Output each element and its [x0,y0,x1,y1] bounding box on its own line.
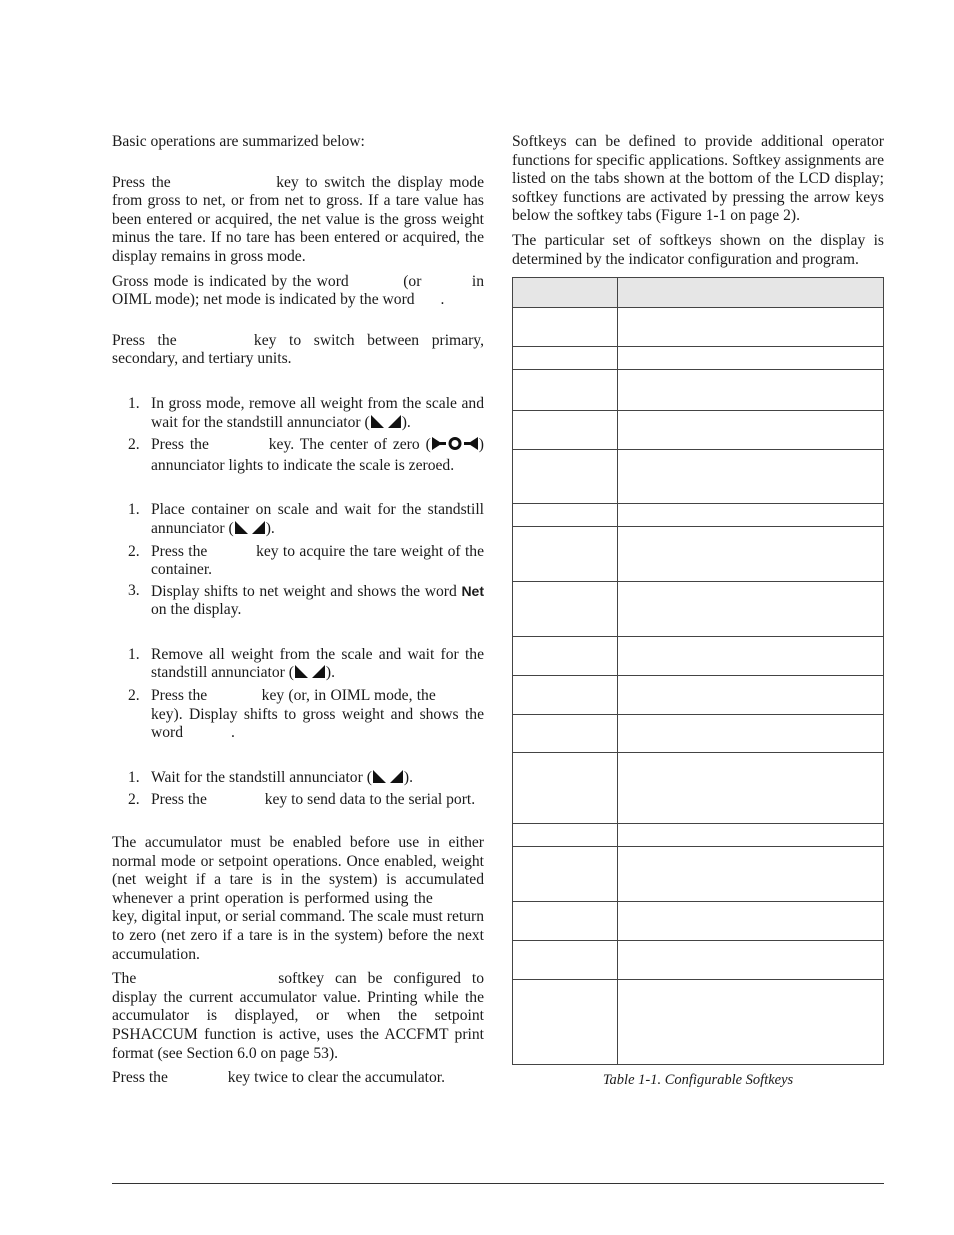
standstill-annunciator-icon [294,664,326,685]
table-row [513,676,884,715]
list-item: 2. Press the key to send data to the serial port. [128,791,476,809]
print-steps [112,769,484,810]
table-row [513,450,884,504]
zero-steps [112,395,484,475]
softkeys-config-paragraph: The particular set of softkeys shown on the display is determined by the indicator configuration and program. [512,231,884,268]
net-word: Net [461,582,484,599]
table-row [513,411,884,450]
table-row [513,941,884,980]
table-row [513,347,884,370]
accumulator-softkey-paragraph: The softkey can be configured to display the current accumulator value. Printing while the accumulator is displayed, or when the setpoint PSHACCUM function is active, uses the ACCFMT print format (see Section 6.0 on page 53). [112,970,484,1062]
list-item: 2. Press the key to acquire the tare weight of the container. [128,542,484,579]
table-row [513,980,884,1065]
list-item: 1. Place container on scale and wait for the standstill annunciator ( ). [112,501,484,540]
units-paragraph: Press the key to switch between primary, secondary, and tertiary units. [112,331,484,368]
list-item: 2. Press the key. The center of zero ( ) annunciator lights to indicate the scale is zeroed. [128,436,484,474]
left-column [112,133,484,1088]
right-column [512,133,884,1090]
center-of-zero-icon [431,436,479,457]
table-row [513,370,884,411]
list-item: 3. Display shifts to net weight and shows the word Net on the display. [128,581,484,619]
list-item: 1. Wait for the standstill annunciator ( ). [112,769,484,790]
table-row [513,902,884,941]
list-item: 2. Press the key (or, in OIML mode, the key). Display shifts to gross weight and shows the word . [128,687,484,742]
table-header-row [513,278,884,308]
gross-net-paragraph: Press the key to switch the display mode from gross to net, or from net to gross. If a tare value has been entered or acquired, the net value is the gross weight minus the tare. If no tare has been entered or acquired, the display remains in gross mode. [112,173,485,265]
table-row [513,847,884,902]
standstill-annunciator-icon [234,520,266,541]
list-item: 1. Remove all weight from the scale and wait for the standstill annunciator ( ). [112,646,484,685]
table-row [513,637,884,676]
standstill-annunciator-icon [372,769,404,790]
table-row [513,582,884,637]
footer-rule [112,1183,884,1184]
standstill-annunciator-icon [370,414,402,435]
accumulator-paragraph: The accumulator must be enabled before use in either normal mode or setpoint operations. Once enabled, weight (net weight if a tare is in the system) is accumulated whenever a print operation is performed using the key, digital input, or serial command. The scale must return to zero (net zero if a tare is in the system) before the next accumulation. [112,834,484,963]
table-row [513,753,884,824]
clear-accumulator-paragraph: Press the key twice to clear the accumulator. [112,1069,446,1087]
gross-mode-paragraph: Gross mode is indicated by the word (or in OIML mode); net mode is indicated by the word . [112,272,485,309]
softkeys-paragraph: Softkeys can be defined to provide additional operator functions for specific applications. Softkey assignments are listed on the tabs shown at the bottom of the LCD display; softkey functions are activated by pressing the arrow keys below the softkey tabs (Figure 1-1 on page 2). [512,133,884,225]
table-caption: Table 1-1. Configurable Softkeys [602,1072,794,1089]
table-row [513,715,884,753]
table-row [513,308,884,347]
softkeys-table [512,277,884,1065]
table-row [513,824,884,847]
intro-paragraph: Basic operations are summarized below: [112,133,365,150]
remove-tare-steps [112,646,484,743]
tare-steps [112,501,484,620]
table-row [513,504,884,527]
table-row [513,527,884,582]
list-item: 1. In gross mode, remove all weight from the scale and wait for the standstill annunciator ( ). [112,395,484,434]
